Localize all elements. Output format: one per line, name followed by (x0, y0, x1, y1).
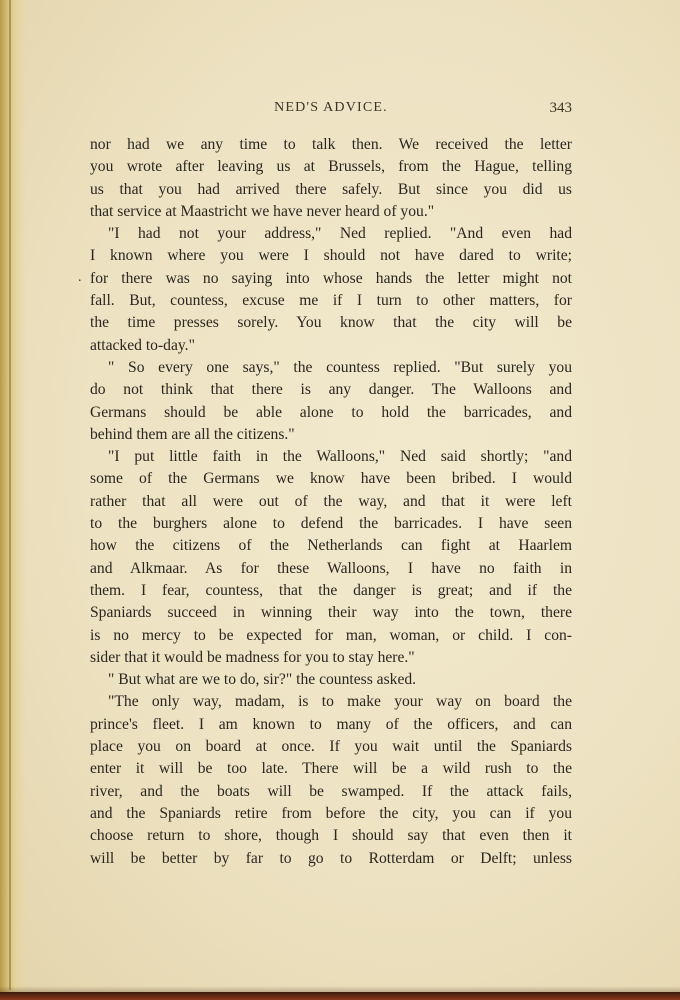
text-line: the time presses sorely. You know that the city will be (90, 314, 572, 332)
text-line: Spaniards succeed in winning their way into the town, there (90, 604, 572, 622)
text-line: fall. But, countess, excuse me if I turn to other matters, for (90, 292, 572, 310)
text-line: attacked to-day." (90, 336, 195, 354)
running-head: NED'S ADVICE. (274, 100, 388, 115)
text-line: enter it will be too late. There will be a wild rush to the (90, 760, 572, 778)
text-line: "I put little faith in the Walloons," Ned said shortly; "and (108, 448, 572, 466)
text-line: prince's fleet. I am known to many of the officers, and can (90, 715, 572, 733)
text-line: do not think that there is any danger. The Walloons and (90, 381, 572, 399)
page-header (90, 100, 572, 120)
text-line: and Alkmaar. As for these Walloons, I have no faith in (90, 559, 572, 577)
body-text (90, 134, 572, 870)
text-line: us that you had arrived there safely. But since you did us (90, 180, 572, 198)
text-line: rather that all were out of the way, and that it were left (90, 492, 572, 510)
text-line: choose return to shore, though I should say that even then it (90, 827, 572, 845)
page-gutter (0, 0, 26, 1000)
text-line: them. I fear, countess, that the danger is great; and if the (90, 581, 572, 599)
text-line: you wrote after leaving us at Brussels, from the Hague, telling (90, 158, 572, 176)
text-line: that service at Maastricht we have never heard of you." (90, 202, 435, 220)
text-line: behind them are all the citizens." (90, 425, 295, 443)
text-line: place you on board at once. If you wait until the Spaniards (90, 738, 572, 756)
text-line: nor had we any time to talk then. We received the letter (90, 136, 572, 153)
text-line: I known where you were I should not have dared to write; (90, 247, 572, 265)
text-line: river, and the boats will be swamped. If the attack fails, (90, 782, 572, 800)
text-line: will be better by far to go to Rotterdam or Delft; unless (90, 849, 572, 867)
text-line: " So every one says," the countess replied. "But surely you (108, 358, 572, 376)
margin-mark: . (78, 270, 82, 285)
text-line: and the Spaniards retire from before the city, you can if you (90, 804, 572, 822)
text-line: " But what are we to do, sir?" the countess asked. (108, 671, 417, 689)
text-line: for there was no saying into whose hands the letter might not (90, 269, 572, 287)
text-line: "The only way, madam, is to make your way on board the (108, 693, 572, 711)
page-bottom-edge (0, 992, 680, 1000)
text-line: "I had not your address," Ned replied. "And even had (108, 225, 572, 243)
gutter-line (9, 0, 11, 990)
text-line: how the citizens of the Netherlands can fight at Haarlem (90, 537, 572, 555)
page-number: 343 (549, 100, 572, 116)
text-line: some of the Germans we know have been bribed. I would (90, 470, 572, 488)
text-line: Germans should be able alone to hold the barricades, and (90, 403, 572, 421)
text-line: to the burghers alone to defend the barricades. I have seen (90, 515, 572, 533)
text-line: sider that it would be madness for you to stay here." (90, 648, 415, 666)
text-line: is no mercy to be expected for man, woman, or child. I con- (90, 626, 572, 644)
